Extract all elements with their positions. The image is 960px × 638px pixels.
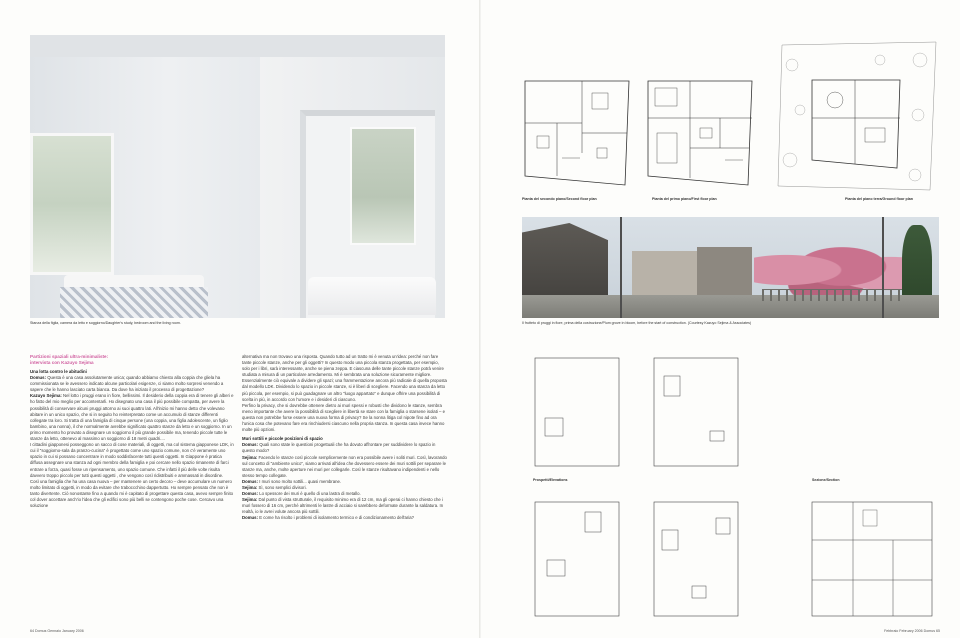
first-floor-plan xyxy=(645,78,755,188)
paragraph-text: Nel lotto i pruggi erano in fiore, bellissimi. Il desiderio della coppia era di tenere gli alberi e ho fatto del mio meglio per accontentarli. Ho disegnato una casa il più possibile compatta, per avere la possibilità di conservare alcuni pruggi attorno ai suoi quattro lati. All'inizio mi hanno detto che volevano abitare in un unico spazio, che si in seguito ho reinterpretato come un accumulo di stanze differenti collegate tra loro. Si tratta di una famiglia di cinque persone (una coppia, una figlia adolescente, un figlio bambino, una nonna), il che normalmente avrebbe significato quattro stanze da letto e un soggiorno. In un primo momento ho provato a disegnare un soggiorno il più grande possibile ma, tenendo piccole tutte le stanze da letto, ottenevo al massimo un soggiorno di 18 metri quadri.... xyxy=(30,393,234,442)
speaker-name: Domus: xyxy=(242,478,258,484)
speaker-name: Domus: xyxy=(30,375,46,381)
window-left xyxy=(30,133,114,275)
interview-paragraph xyxy=(242,455,447,479)
paragraph-text: I muri sono molto sottili... quasi membrane. xyxy=(258,478,342,484)
plan-caption-second: Pianta del secondo piano/Second floor plan xyxy=(522,197,597,201)
window-right xyxy=(350,127,416,245)
plan-caption-ground: Pianta del piano terra/Ground floor plan xyxy=(845,197,913,201)
utility-pole xyxy=(882,217,884,318)
paragraph-text: Facendo le stanze così piccole semplicemente non era possibile avere i soliti muri. Così, lavorando sul concetto di "ambiente unico", siamo arrivati all'idea che dovessero essere dei muri sottili per separare le stanze ma, anche, molte aperture nei muri per collegarle. Così le stanze risultavano indipendenti e nello stesso tempo collegate. xyxy=(242,454,447,478)
article-kicker: Partizioni spaziali ultra-minimaliste: xyxy=(30,354,109,359)
speaker-name: Domus: xyxy=(242,491,258,497)
body-paragraph: Perfino la privacy, che si dovrebbe ottenere dietro ai muri spessi e robusti che dividono le stanze, sembra meno importante che avere la possibilità di scegliere in libertà se stare con la famiglia o starsene isolati – e questa non potrebbe forse essere una nuova forma di privacy? Se la nonna litiga col nipote fino ad ora l'unica cosa che potevano fare era rinchiudersi ciascuno nella propria stanza. In questa casa invece hanno molte più opzioni. xyxy=(242,402,446,433)
speaker-name: Kazuyo Sejima: xyxy=(30,393,62,399)
page-gutter xyxy=(479,0,481,638)
elevations-label: Prospetti/Elevations xyxy=(533,478,568,482)
folio-right: Febbraio February 2006 Domus 65 xyxy=(884,629,940,633)
elevation-2 xyxy=(652,356,740,473)
panorama-caption: Il frutteto di pruggi in fiore, prima della costruzione/Plum grove in bloom, before the start of construction. (Courtesy Kazuyo Sejima & Associates) xyxy=(522,321,752,325)
text-column-a xyxy=(30,354,235,509)
paragraph-text: Sì, sono semplici divisori. xyxy=(257,484,307,490)
interview-paragraph xyxy=(242,442,447,454)
plum-grove-photo xyxy=(522,217,939,318)
speaker-name: Domus: xyxy=(242,442,258,448)
paragraph-text: Questa è una casa assolutamente unica; quando abbiamo chiesto alla coppia che gliela ha commissionata se le avessero indicato alcune particolari esigenze, ci siamo molto sorpresi venendo a sapere che le hanno lasciato carta bianca. Da dove ha iniziato il processo di progettazione? xyxy=(30,375,224,393)
body-paragraph: I cittadini giapponesi posseggono un sacco di cose materiali, di oggetti, ma col sistema giapponese LDK, in cui il "soggiorno-sala da pranzo-cucina" è progettato come uno spazio comune, non c'è veramente uno spazio in cui si possano concentrare in modo soddisfacente tutti questi oggetti. In Giappone è pratica diffusa assegnare una stanza ad ogni membro della famiglia e poi cercare nello spazio rimanente di farci entrare a forza, quasi fosse un ripensamento, uno spazio comune. Che infatti il più delle volte risulta davvero troppo piccolo per tutti questi oggetti , che vengono così ridistribuiti e ammassati in disordine. xyxy=(30,442,234,478)
speaker-name: Sejima: xyxy=(242,454,258,460)
fence xyxy=(762,289,902,301)
interior-photo xyxy=(30,35,445,318)
paragraph-text: Dal punto di vista strutturale, il requisito minimo era di 12 cm, ma gli operai ci hanno chiesto che i muri fossero di 16 cm, perché altrimenti le lastre di acciaio si sarebbero deformate durante la saldatura. In realtà, io le avrei volute ancora più sottili. xyxy=(242,497,444,515)
paragraph-text: Lo spessore dei muri è quello di una lastra di metallo. xyxy=(258,491,361,497)
plan-caption-first: Pianta del primo piano/First floor plan xyxy=(652,197,717,201)
elevation-1 xyxy=(533,356,621,473)
speaker-name: Domus: xyxy=(242,515,258,521)
second-floor-plan xyxy=(522,78,632,188)
section-drawing xyxy=(808,500,938,623)
speaker-name: Sejima: xyxy=(242,484,258,490)
section-subhead: Una lotta contro le abitudini xyxy=(30,369,87,374)
body-paragraph: alternativa ma non trovavo una risposta. Quando tutto ad un tratto mi è venuta un'idea: perché non fare tante piccole stanze, anche per gli oggetti? In questo modo una piccola stanza progettata, per esempio, solo per i libri, sarà interessante, anche se piena zeppa. E ciascuna delle tante piccole stanze potrà venire studiata a misura di un particolare arredamento. Mi è sembrata una soluzione sicuramente migliore. Essenzialmente ciò equivale a dividere gli spazi; una frammentazione ancora più radicale di quella proposta dal modello LDK. Dividendo lo spazio in piccole stanze, si è liberi di scegliere. Facendo una stanza da letto più piccola, per esempio, si può guadagnare un altro "luogo appartato" e dunque offrire una possibilità di scelta in più, in accordo con l'umore e i desideri di ciascuno. xyxy=(242,354,447,402)
article-kicker-sub: intervista con Kazuyo Sejima xyxy=(30,360,94,365)
bed-foreground xyxy=(60,287,208,318)
body-paragraph: Così una famiglia che ha una casa nuova – per mantenere un certo decoro – deve accumulare un numero molto limitato di oggetti, in modo da evitare che traboccchino dappertutto. Ho sempre pensato che non è tanto divertente. Ciò nonostante fino a quando mi è capitato di progettare questa casa, avevo sempre finito col dover accettare anch'io l'idea che gli edifici sono più belli se contengono poche cose. Cercavo una soluzione xyxy=(30,478,234,509)
speaker-name: Sejima: xyxy=(242,497,258,503)
elevation-4 xyxy=(652,500,740,623)
interview-paragraph xyxy=(242,497,447,515)
bed-in-opening xyxy=(308,277,436,315)
section-subhead: Muri sottili e piccole posizioni di spazio xyxy=(242,436,323,442)
paragraph-text: Quali sono state le questioni progettuali che ha dovuto affrontare per suddividere lo spazio in questo modo? xyxy=(242,442,436,454)
section-label: Sezione/Section xyxy=(812,478,840,482)
utility-pole xyxy=(620,217,622,318)
interview-paragraph xyxy=(30,393,235,442)
interview-paragraph xyxy=(242,515,447,521)
ground-floor-plan xyxy=(770,40,940,192)
folio-left: 64 Domus Gennaio January 2006 xyxy=(30,629,84,633)
text-column-b xyxy=(242,354,447,522)
interview-paragraph xyxy=(30,375,235,393)
elevation-3 xyxy=(533,500,621,623)
photo-caption: Stanza della figlia, camera da letto e soggiorno/Daughter's study, bedroom and the living room. xyxy=(30,321,181,325)
paragraph-text: E come ha risolto i problemi di isolamento termico e di condizionamento dell'aria? xyxy=(258,515,415,521)
